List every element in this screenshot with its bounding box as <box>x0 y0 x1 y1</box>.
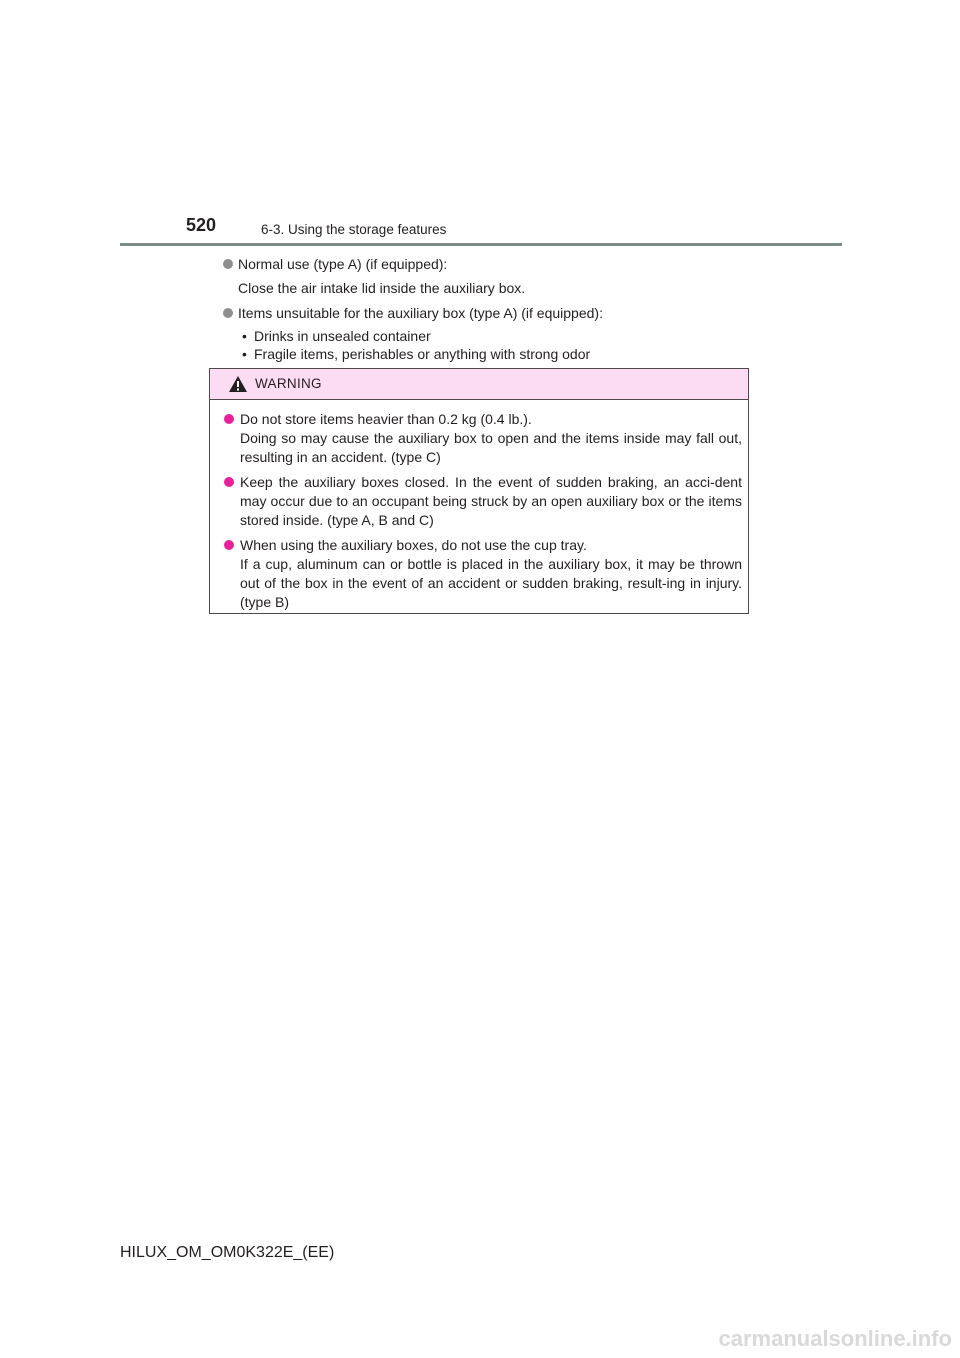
warning-triangle-icon <box>228 375 248 393</box>
warning-item-text: Doing so may cause the auxiliary box to open and the items inside may fall out, resulting in an accident. (type C) <box>240 430 742 465</box>
sub-bullet-icon: • <box>242 328 247 344</box>
sub-item-text: Fragile items, perishables or anything with strong odor <box>254 346 591 362</box>
warning-item <box>224 410 742 467</box>
header-divider <box>120 243 842 246</box>
item-label: Items unsuitable for the auxiliary box (type A) (if equipped): <box>238 305 603 321</box>
list-item <box>222 304 752 323</box>
item-label: Normal use (type A) (if equipped): <box>238 256 448 272</box>
sub-bullet-icon: • <box>242 346 247 362</box>
warning-header <box>210 369 748 400</box>
warning-bullet-icon <box>224 477 234 487</box>
warning-item-text: Keep the auxiliary boxes closed. In the event of sudden braking, an acci-dent may occur due to an occupant being struck by an open auxiliary box or the items stored inside. (type A, B and C) <box>240 474 742 528</box>
bullet-icon <box>223 308 233 318</box>
warning-item <box>224 473 742 530</box>
warning-title: WARNING <box>255 376 322 391</box>
warning-item-text: If a cup, aluminum can or bottle is placed in the auxiliary box, it may be thrown out of the box in the event of an accident or sudden braking, result-ing in injury. (type B) <box>240 556 742 610</box>
warning-item-line: When using the auxiliary boxes, do not use the cup tray. <box>240 537 587 553</box>
main-content <box>222 255 752 363</box>
page-header <box>120 215 842 247</box>
sub-list-item <box>242 327 752 345</box>
watermark: carmanualsonline.info <box>718 1326 952 1351</box>
bullet-icon <box>223 259 233 269</box>
item-text: Close the air intake lid inside the auxiliary box. <box>238 280 526 296</box>
page-number: 520 <box>186 215 217 235</box>
warning-item-line: Do not store items heavier than 0.2 kg (0.4 lb.). <box>240 411 532 427</box>
sub-list <box>222 327 752 363</box>
list-item <box>222 255 752 274</box>
sub-list-item <box>242 345 752 363</box>
warning-bullet-icon <box>224 414 234 424</box>
warning-box <box>209 368 749 614</box>
document-code: HILUX_OM_OM0K322E_(EE) <box>120 1244 335 1261</box>
section-title: 6-3. Using the storage features <box>261 222 447 237</box>
warning-item <box>224 536 742 612</box>
sub-item-text: Drinks in unsealed container <box>254 328 431 344</box>
warning-bullet-icon <box>224 540 234 550</box>
warning-body <box>210 400 748 612</box>
